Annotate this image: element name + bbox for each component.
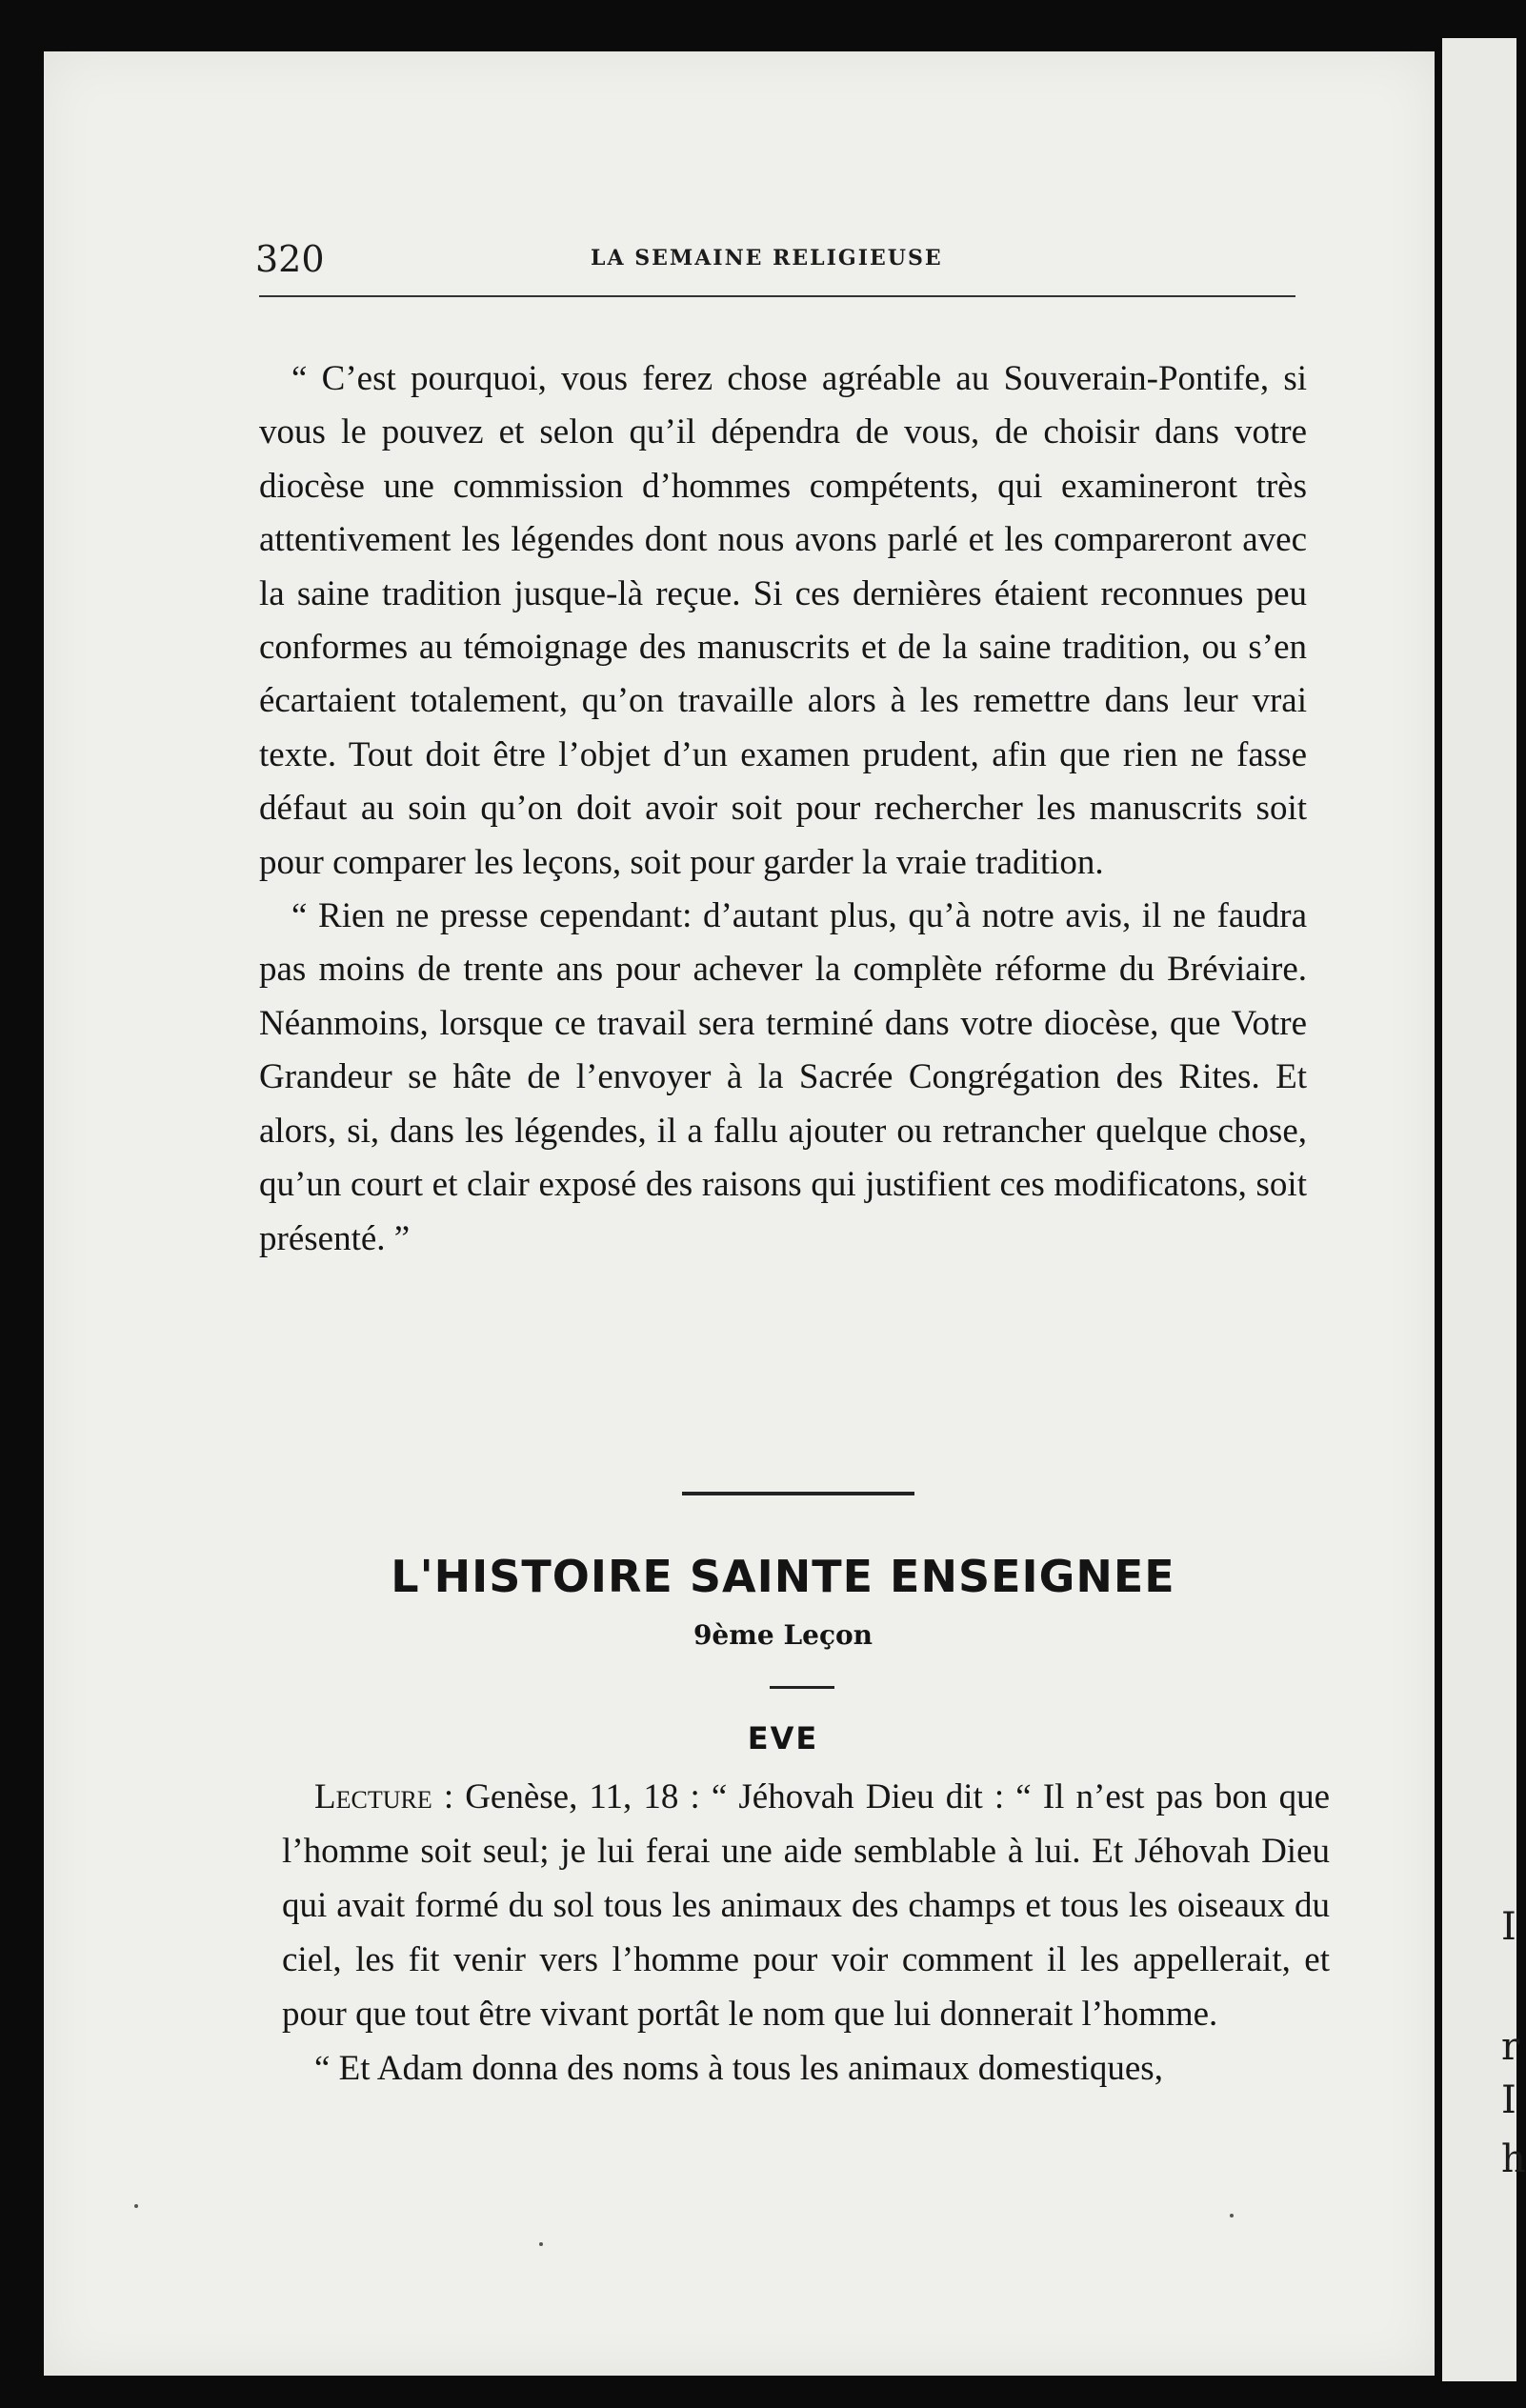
facing-page-fragment: r: [1501, 2025, 1520, 2069]
facing-page-fragment: I: [1501, 1905, 1516, 1949]
lecture-reading: : Genèse, 11, 18 : “ Jéhovah Dieu dit : “ Il n’est pas bon que l’homme soit seul; je lui ferai une aide semblable à lui. Et Jéhovah Dieu qui avait formé du sol tous les animaux des champs et tous les oiseaux du ciel, les fit venir vers l’homme pour voir comment il les appellerait, et pour que tout être vivant portât le nom que lui donnerait l’homme.: [282, 1777, 1330, 2034]
journal-title: LA SEMAINE RELIGIEUSE: [591, 246, 943, 271]
running-head: [255, 238, 1303, 295]
paragraph: “ C’est pourquoi, vous ferez chose agréable au Souverain-Pontife, si vous le pouvez et selon qu’il dépendra de vous, de choisir dans votre diocèse une commission d’hommes compétents, qui examineront très attentivement les légendes dont nous avons parlé et les compareront avec la saine tradition jusque-là reçue. Si ces dernières étaient reconnues peu conformes au témoignage des manuscrits et de la saine tradition, ou s’en écartaient totalement, qu’on travaille alors à les remettre dans leur vrai texte. Tout doit être l’objet d’un examen prudent, afin que rien ne fasse défaut au soin qu’on doit avoir soit pour rechercher les manuscrits soit pour comparer les leçons, soit pour garder la vraie tradition.: [259, 359, 1307, 882]
paper-speck: [539, 2242, 543, 2246]
lecture-paragraph: [282, 1770, 1330, 2041]
facing-page-fragment: h: [1501, 2137, 1526, 2181]
section-divider: [682, 1492, 914, 1495]
lecture-label: Lecture: [314, 1777, 432, 1816]
section-title: L'HISTOIRE SAINTE ENSEIGNEE: [391, 1551, 1175, 1602]
paper-speck: [134, 2204, 138, 2208]
lesson-subtitle: 9ème Leçon: [693, 1619, 873, 1651]
page-number: 320: [255, 238, 325, 280]
heading-divider: [770, 1686, 834, 1689]
lecture-paragraph: “ Et Adam donna des noms à tous les animaux domestiques,: [314, 2049, 1163, 2088]
lesson-heading: EVE: [747, 1720, 819, 1756]
paragraph: “ Rien ne presse cependant: d’autant plus, qu’à notre avis, il ne faudra pas moins de trente ans pour achever la complète réforme du Bréviaire. Néanmoins, lorsque ce travail sera terminé dans votre diocèse, que Votre Grandeur se hâte de l’envoyer à la Sacrée Congrégation des Rites. Et alors, si, dans les légendes, il a fallu ajouter ou retrancher quelque chose, qu’un court et clair exposé des raisons qui justifient ces modificatons, soit présenté. ”: [259, 896, 1307, 1258]
header-rule: [259, 295, 1295, 297]
facing-page-fragment: I: [1501, 2078, 1516, 2122]
lecture-text: [282, 1770, 1330, 2096]
body-text: [259, 352, 1307, 1266]
facing-page-edge: [1442, 38, 1526, 2381]
paper-speck: [1230, 2214, 1234, 2217]
